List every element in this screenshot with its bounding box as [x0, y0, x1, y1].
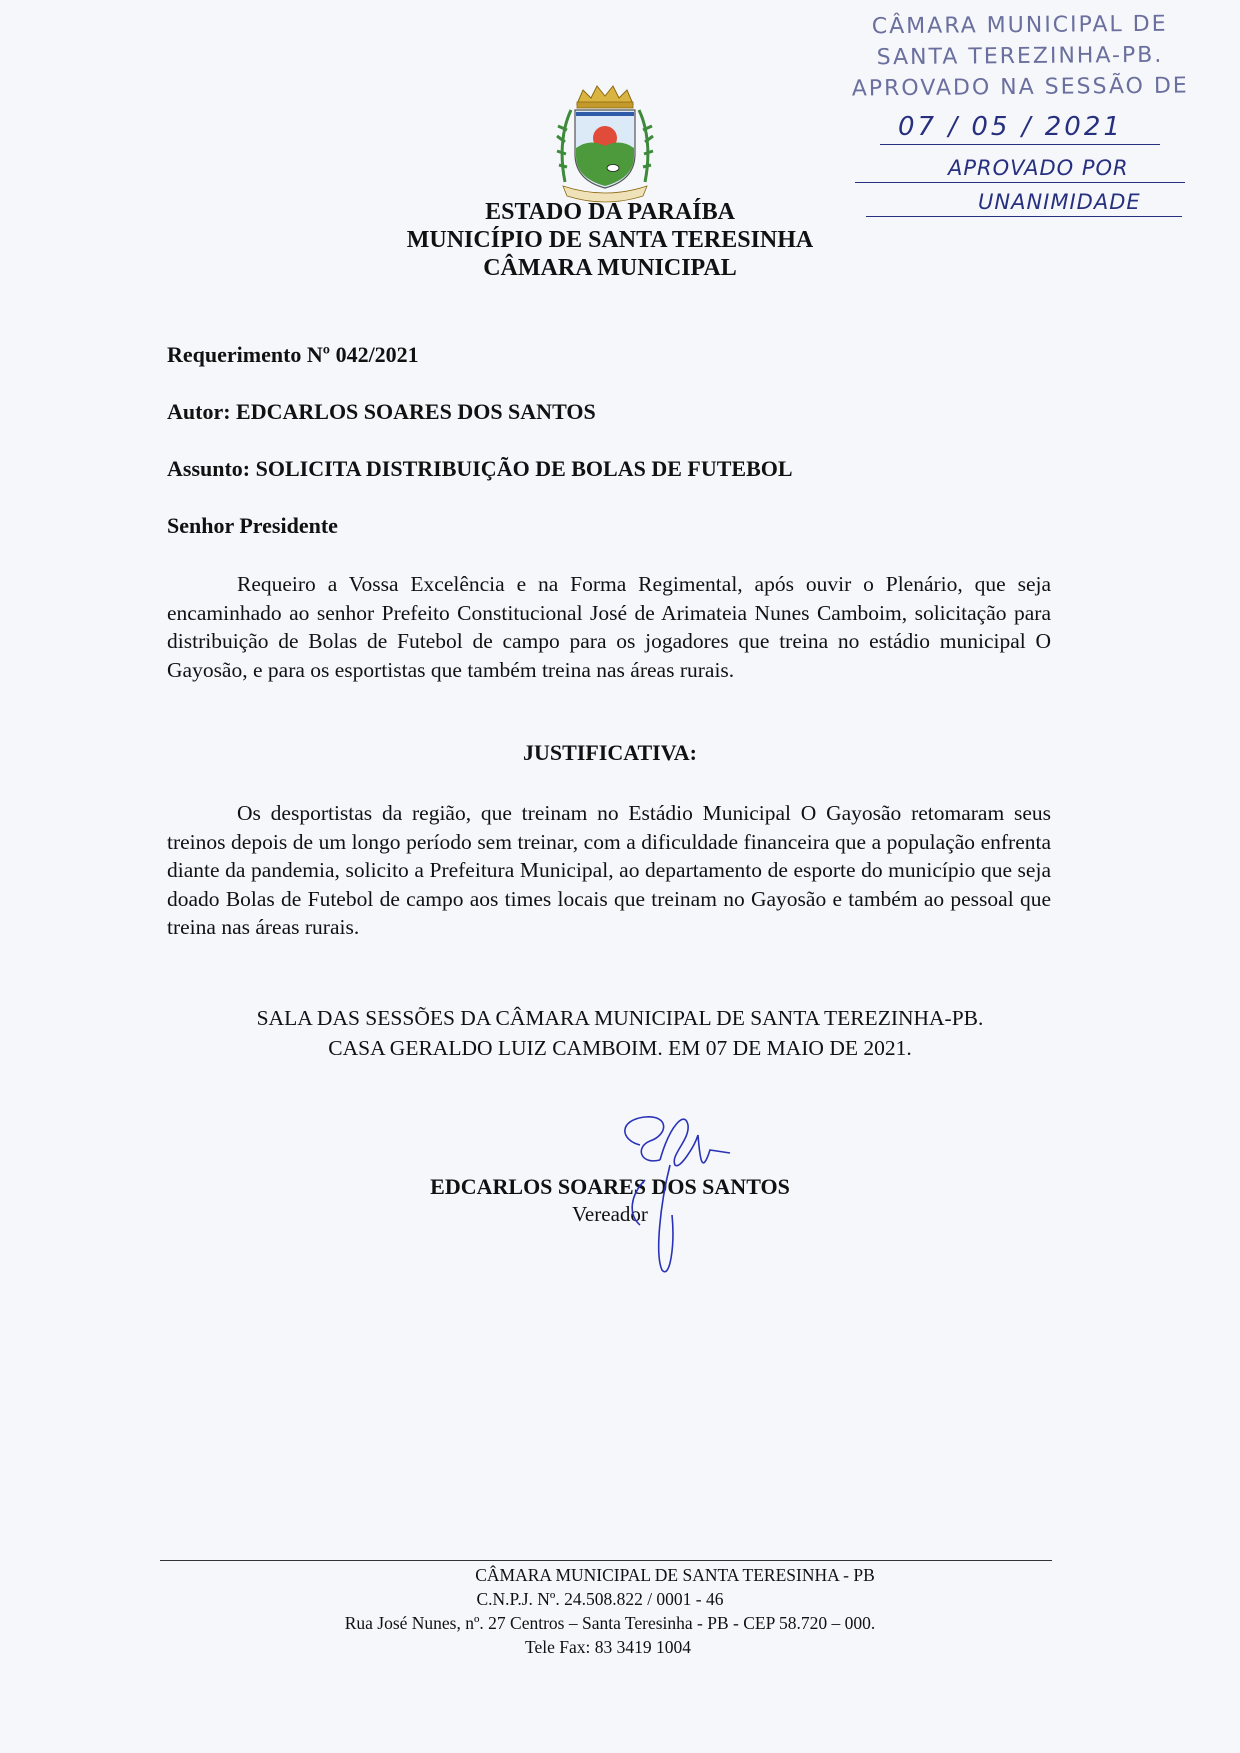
stamp-date-underline	[880, 144, 1160, 145]
justification-paragraph: Os desportistas da região, que treinam no Estádio Municipal O Gayosão retomaram seus treinos depois de um longo período sem treinar, com a dificuldade financeira que a população enfrenta diante da pandemia, solicito a Prefeitura Municipal, ao departamento de esporte do município que seja doado Bolas de Futebol de campo aos times locais que treinam no Gayosão e também ao pessoal que treina nas áreas rurais.	[167, 801, 1051, 939]
header-chamber: CÂMARA MUNICIPAL	[483, 255, 737, 281]
request-paragraph: Requeiro a Vossa Excelência e na Forma Regimental, após ouvir o Plenário, que seja encaminhado ao senhor Prefeito Constitucional José de Arimateia Nunes Camboim, solicitação para distribuição de Bolas de Futebol de campo para os jogadores que treina no estádio municipal O Gayosão, e para os esportistas que também treina nas áreas rurais.	[167, 572, 1051, 682]
signer-role: Vereador	[572, 1202, 648, 1226]
closing-line-2: CASA GERALDO LUIZ CAMBOIM. EM 07 DE MAIO DE 2021.	[328, 1036, 912, 1060]
stamp-line-3: APROVADO NA SESSÃO DE	[851, 73, 1189, 102]
municipal-coat-of-arms-icon	[545, 82, 665, 207]
header-municipality: MUNICÍPIO DE SANTA TERESINHA	[406, 227, 814, 253]
stamp-handwritten-unanimity: UNANIMIDADE	[978, 190, 1141, 214]
handwritten-signature-icon	[600, 1105, 750, 1280]
footer-divider	[160, 1560, 1052, 1561]
footer-chamber: CÂMARA MUNICIPAL DE SANTA TERESINHA - PB	[475, 1565, 875, 1585]
footer-address: Rua José Nunes, nº. 27 Centros – Santa Teresinha - PB - CEP 58.720 – 000.	[344, 1613, 876, 1633]
stamp-approved-underline	[855, 182, 1185, 183]
approval-stamp	[830, 8, 1211, 104]
footer-phone: Tele Fax: 83 3419 1004	[525, 1637, 691, 1657]
stamp-handwritten-date: 07 / 05 / 2021	[898, 112, 1123, 142]
header-state: ESTADO DA PARAÍBA	[485, 199, 735, 225]
stamp-handwritten-approved: APROVADO POR	[948, 156, 1129, 180]
signer-name: EDCARLOS SOARES DOS SANTOS	[430, 1174, 790, 1199]
stamp-line-1: CÂMARA MUNICIPAL DE	[871, 11, 1168, 40]
stamp-line-2: SANTA TEREZINHA-PB.	[876, 42, 1164, 71]
footer-cnpj: C.N.P.J. Nº. 24.508.822 / 0001 - 46	[476, 1589, 724, 1609]
justification-heading: JUSTIFICATIVA:	[522, 740, 697, 765]
letterhead	[300, 198, 920, 282]
request-number: Requerimento Nº 042/2021	[167, 342, 419, 367]
subject-line: Assunto: SOLICITA DISTRIBUIÇÃO DE BOLAS DE FUTEBOL	[167, 456, 793, 481]
author-line: Autor: EDCARLOS SOARES DOS SANTOS	[167, 399, 596, 424]
closing-line-1: SALA DAS SESSÕES DA CÂMARA MUNICIPAL DE SANTA TEREZINHA-PB.	[256, 1006, 984, 1030]
closing-block	[120, 1003, 1120, 1063]
salutation: Senhor Presidente	[167, 513, 338, 538]
footer	[260, 1563, 960, 1659]
